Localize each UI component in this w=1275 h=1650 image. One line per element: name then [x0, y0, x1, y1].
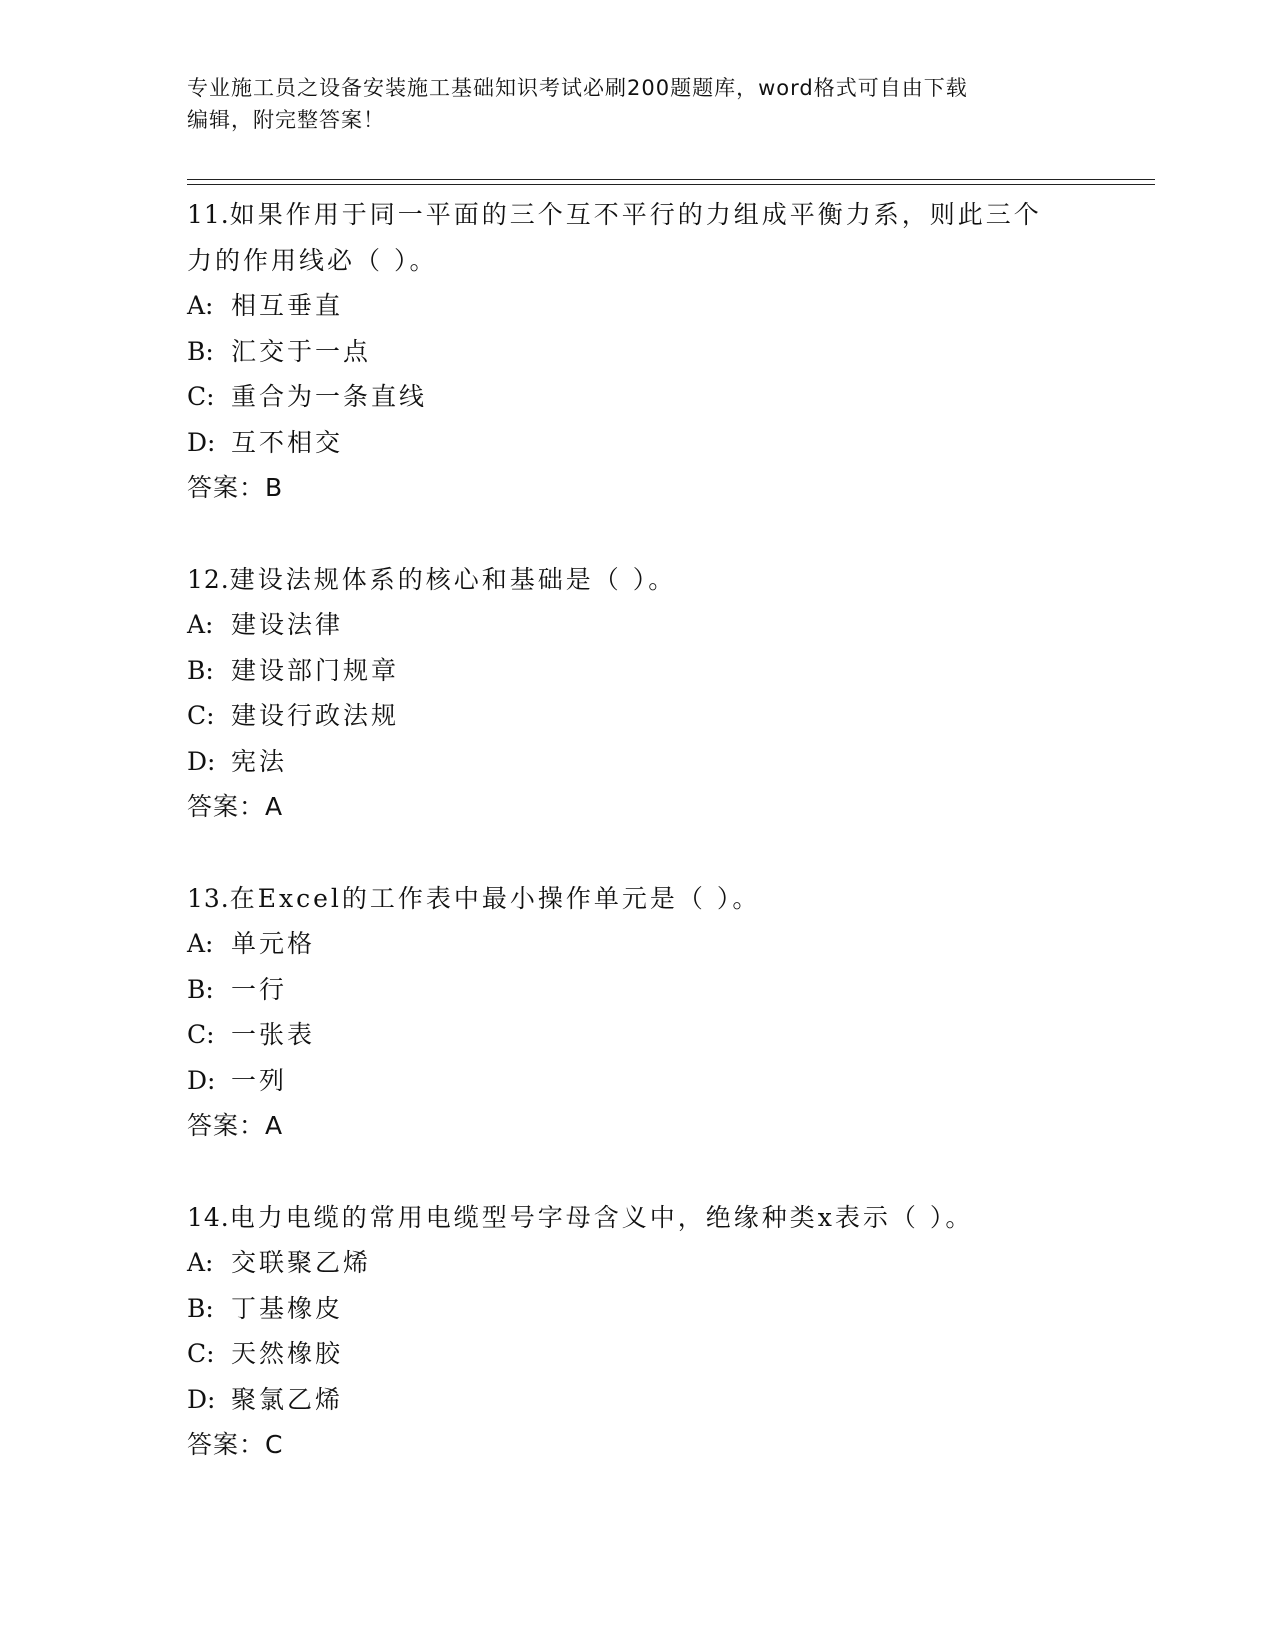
option-c	[187, 693, 1087, 739]
option-letter: B:	[187, 1293, 214, 1323]
question-stem	[187, 1195, 1087, 1241]
option-letter: C:	[187, 701, 215, 730]
option-letter: A:	[187, 291, 214, 320]
option-b	[187, 329, 1087, 375]
option-letter: B:	[187, 655, 214, 685]
option-letter: A:	[187, 610, 214, 639]
option-text: 建设行政法规	[231, 701, 400, 730]
question-number: 13.	[187, 883, 230, 913]
option-text: 天然橡胶	[231, 1339, 344, 1368]
question-number: 14.	[187, 1202, 230, 1232]
question-stem	[187, 876, 1087, 922]
question-stem-line-1: 电力电缆的常用电缆型号字母含义中，绝缘种类x表示（ ）。	[229, 1202, 974, 1232]
answer-line: 答案：C	[187, 1430, 284, 1459]
header-divider-bottom	[187, 184, 1155, 185]
option-c	[187, 1012, 1087, 1058]
question-stem	[187, 557, 1087, 603]
question-11	[187, 192, 1087, 511]
option-d	[187, 420, 1087, 466]
option-d	[187, 739, 1087, 785]
option-text: 宪法	[231, 746, 288, 776]
option-a	[187, 921, 1087, 967]
option-text: 聚氯乙烯	[231, 1384, 344, 1414]
option-letter: D:	[187, 746, 216, 776]
option-c	[187, 1331, 1087, 1377]
question-stem	[187, 192, 1087, 283]
option-text: 丁基橡皮	[231, 1293, 344, 1323]
option-text: 一张表	[231, 1020, 316, 1049]
option-text: 建设部门规章	[231, 655, 400, 685]
option-letter: C:	[187, 1020, 215, 1049]
option-text: 建设法律	[231, 610, 344, 639]
option-text: 一列	[231, 1065, 288, 1095]
option-a	[187, 602, 1087, 648]
option-letter: D:	[187, 1065, 216, 1095]
question-number: 12.	[187, 564, 230, 594]
question-stem-line-1: 如果作用于同一平面的三个互不平行的力组成平衡力系，则此三个	[229, 200, 1042, 229]
option-text: 一行	[231, 974, 288, 1004]
option-letter: A:	[187, 1248, 214, 1277]
option-a	[187, 1240, 1087, 1286]
header-title-line-2: 编辑，附完整答案！	[187, 108, 385, 132]
option-letter: A:	[187, 929, 214, 958]
option-text: 互不相交	[231, 427, 344, 457]
option-letter: C:	[187, 1339, 215, 1368]
question-stem-line-1: 建设法规体系的核心和基础是（ ）。	[229, 564, 677, 594]
option-text: 重合为一条直线	[231, 382, 428, 411]
option-text: 相互垂直	[231, 291, 344, 320]
answer-line: 答案：A	[187, 792, 284, 821]
question-14	[187, 1195, 1087, 1468]
question-list	[187, 192, 1087, 1514]
header-divider-top	[187, 179, 1155, 180]
answer-line: 答案：B	[187, 473, 284, 502]
option-letter: B:	[187, 336, 214, 366]
question-13	[187, 876, 1087, 1149]
option-text: 汇交于一点	[231, 336, 372, 366]
option-d	[187, 1377, 1087, 1423]
option-b	[187, 1286, 1087, 1332]
option-letter: D:	[187, 427, 216, 457]
question-number: 11.	[187, 200, 230, 229]
document-header	[187, 72, 1087, 136]
option-c	[187, 374, 1087, 420]
question-stem-line-1: 在Excel的工作表中最小操作单元是（ ）。	[229, 883, 761, 913]
question-stem-line-2: 力的作用线必（ ）。	[187, 245, 438, 275]
option-a	[187, 283, 1087, 329]
option-text: 单元格	[231, 929, 316, 958]
option-b	[187, 967, 1087, 1013]
option-letter: B:	[187, 974, 214, 1004]
answer-line: 答案：A	[187, 1111, 284, 1140]
option-letter: C:	[187, 382, 215, 411]
question-12	[187, 557, 1087, 830]
option-text: 交联聚乙烯	[231, 1248, 372, 1277]
option-d	[187, 1058, 1087, 1104]
option-b	[187, 648, 1087, 694]
option-letter: D:	[187, 1384, 216, 1414]
header-title-line-1: 专业施工员之设备安装施工基础知识考试必刷200题题库，word格式可自由下载	[187, 76, 968, 100]
